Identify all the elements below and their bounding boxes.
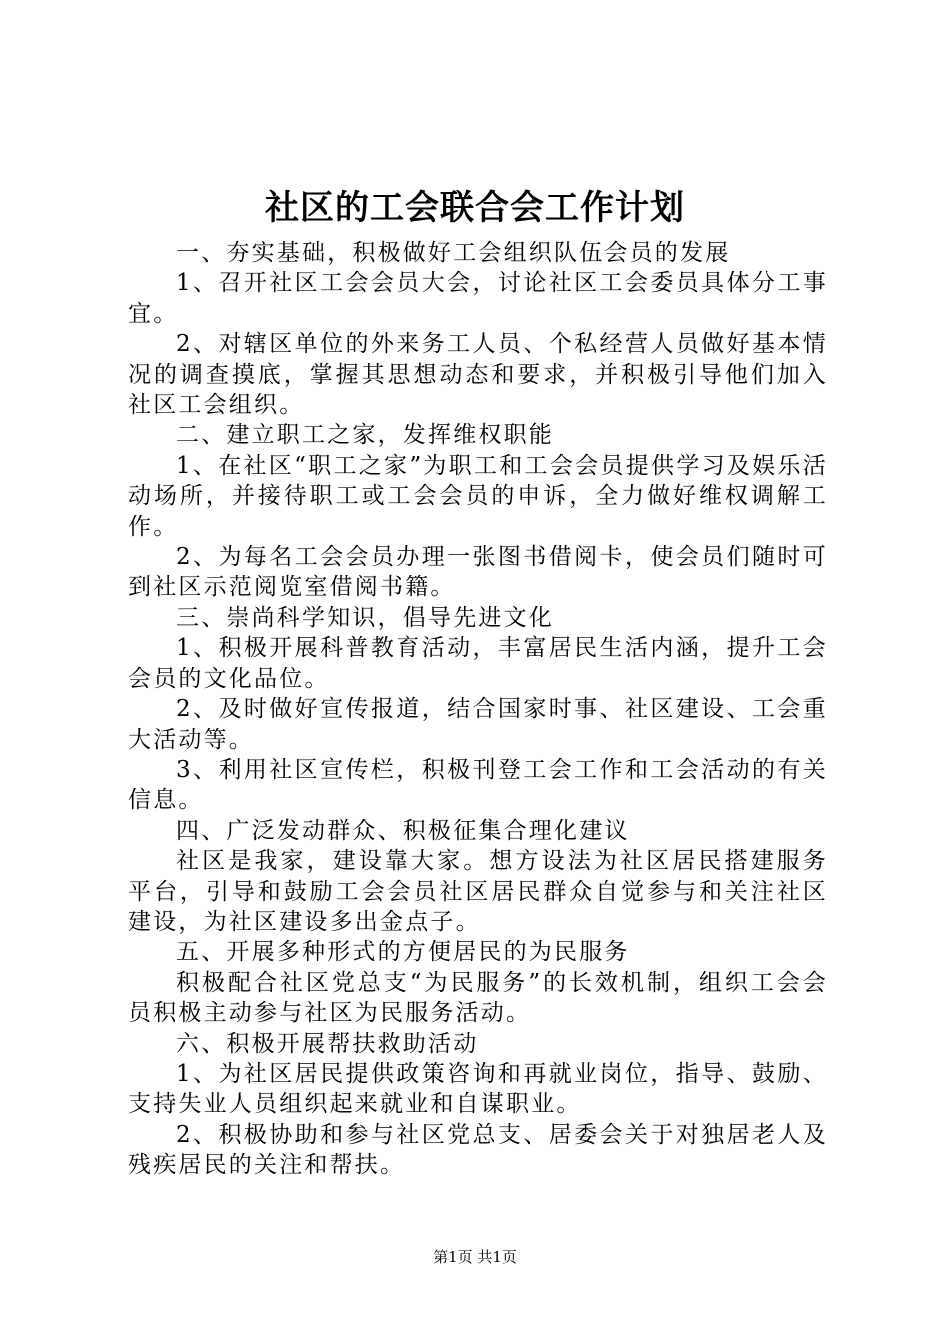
page-footer: 第1页 共1页 [433, 1248, 517, 1266]
paragraph: 2、对辖区单位的外来务工人员、个私经营人员做好基本情况的调查摸底，掌握其思想动态和要求，并积极引导他们加入社区工会组织。 [128, 331, 828, 419]
paragraph: 1、为社区居民提供政策咨询和再就业岗位，指导、鼓励、支持失业人员组织起来就业和自谋职业。 [128, 1060, 828, 1118]
paragraph: 3、利用社区宣传栏，积极刊登工会工作和工会活动的有关信息。 [128, 756, 828, 814]
section-heading-5: 五、开展多种形式的方便居民的为民服务 [176, 939, 630, 966]
document-body [128, 238, 828, 1181]
paragraph: 社区是我家，建设靠大家。想方设法为社区居民搭建服务平台，引导和鼓励工会会员社区居民群众自觉参与和关注社区建设，为社区建设多出金点子。 [128, 848, 828, 935]
paragraph: 积极配合社区党总支“为民服务”的长效机制，组织工会会员积极主动参与社区为民服务活动。 [128, 969, 828, 1027]
paragraph: 2、为每名工会会员办理一张图书借阅卡，使会员们随时可到社区示范阅览室借阅书籍。 [128, 544, 828, 601]
section-heading-1: 一、夯实基础，积极做好工会组织队伍会员的发展 [176, 240, 731, 266]
section-heading-6: 六、积极开展帮扶救助活动 [176, 1030, 479, 1057]
paragraph: 1、在社区“职工之家”为职工和工会会员提供学习及娱乐活动场所，并接待职工或工会会员的申诉，全力做好维权调解工作。 [128, 452, 828, 540]
section-heading-3: 三、崇尚科学知识，倡导先进文化 [176, 604, 554, 631]
document-title: 社区的工会联合会工作计划 [265, 188, 685, 228]
paragraph: 1、积极开展科普教育活动，丰富居民生活内涵，提升工会会员的文化品位。 [128, 635, 828, 692]
paragraph: 2、积极协助和参与社区党总支、居委会关于对独居老人及残疾居民的关注和帮扶。 [128, 1121, 828, 1179]
paragraph: 1、召开社区工会会员大会，讨论社区工会委员具体分工事宜。 [128, 270, 828, 327]
section-heading-2: 二、建立职工之家，发挥维权职能 [176, 422, 554, 449]
section-heading-4: 四、广泛发动群众、积极征集合理化建议 [176, 817, 630, 844]
paragraph: 2、及时做好宣传报道，结合国家时事、社区建设、工会重大活动等。 [128, 696, 828, 753]
